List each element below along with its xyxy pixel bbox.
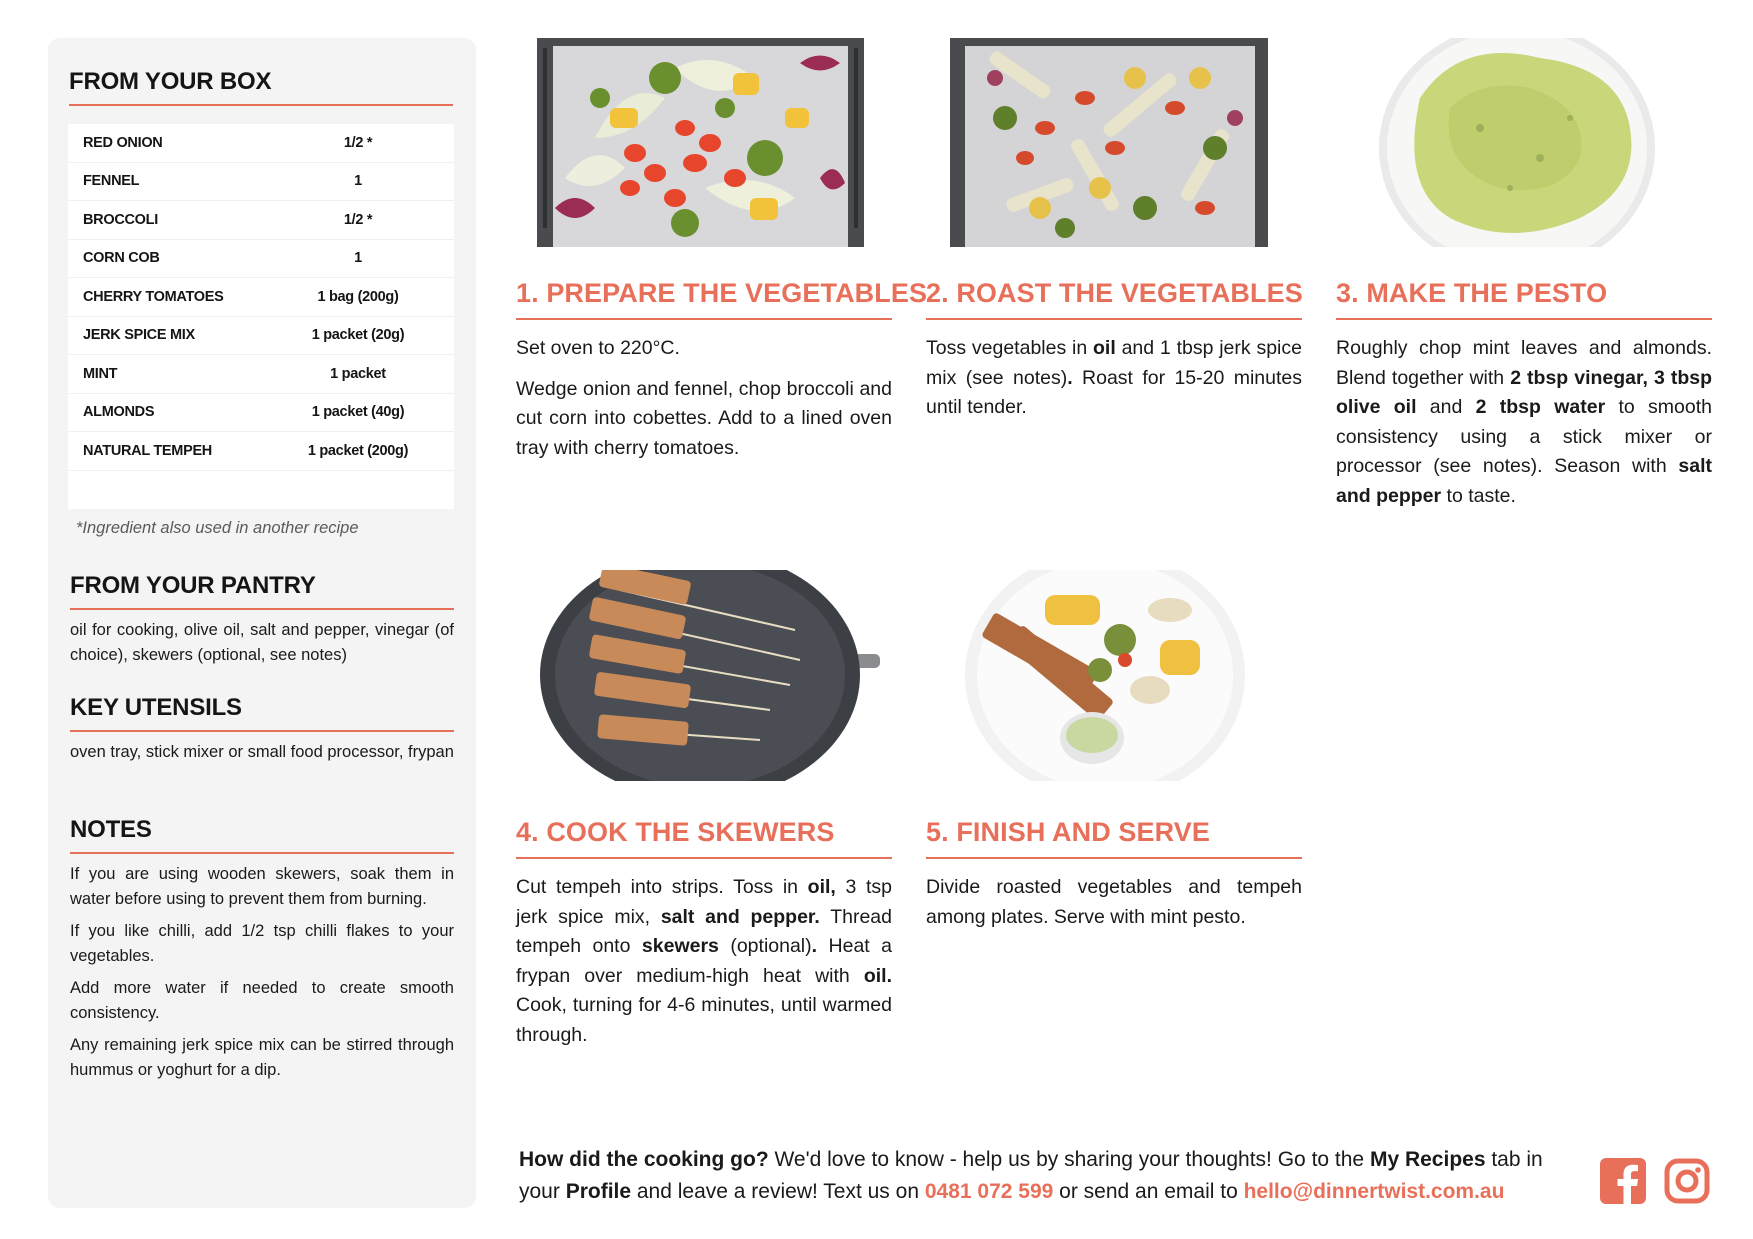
ingredient-qty: 1 — [354, 173, 362, 190]
ingredient-row — [68, 124, 454, 163]
footer-text: tab in your — [519, 1148, 1543, 1203]
step-text: Divide roasted vegetables and tempeh among plates. Serve with mint pesto. — [926, 876, 1302, 928]
step-text: and — [1416, 396, 1476, 418]
email-link[interactable]: hello@dinnertwist.com.au — [1243, 1180, 1505, 1203]
ingredient-row — [68, 355, 454, 394]
step-text: and 1 tbsp jerk spice mix (see notes) — [926, 337, 1302, 389]
step-text: Toss vegetables in — [926, 337, 1094, 359]
step-text: to taste. — [1441, 484, 1516, 507]
ingredient-name: MINT — [83, 365, 118, 382]
ingredient-qty: 1/2 * — [343, 134, 373, 151]
note-item: Add more water if needed to create smooth consistency. — [70, 979, 454, 1022]
step-text-bold: salt and pepper. — [660, 905, 820, 928]
ingredient-row — [68, 240, 454, 279]
step-text: (optional) — [718, 935, 812, 957]
step-4-heading: 4. COOK THE SKEWERS — [516, 817, 892, 859]
ingredient-qty: 1 packet (20g) — [311, 327, 405, 344]
ingredient-row — [68, 432, 454, 471]
facebook-icon[interactable] — [1600, 1158, 1646, 1204]
step-text: Thread tempeh onto — [516, 905, 892, 957]
step-1-heading: 1. PREPARE THE VEGETABLES — [516, 278, 892, 320]
step-3-heading: 3. MAKE THE PESTO — [1336, 278, 1712, 320]
note-item: If you are using wooden skewers, soak them in water before using to prevent them from burning. — [70, 865, 454, 908]
step-4-photo — [540, 570, 880, 781]
key-utensils-heading: KEY UTENSILS — [70, 694, 454, 732]
ingredient-footnote: *Ingredient also used in another recipe — [76, 519, 359, 537]
ingredient-qty: 1 bag (200g) — [317, 288, 399, 305]
feedback-question: How did the cooking go? — [519, 1148, 769, 1171]
step-paragraph — [516, 873, 892, 1050]
utensils-text: oven tray, stick mixer or small food processor, frypan — [70, 743, 454, 761]
step-2-heading: 2. ROAST THE VEGETABLES — [926, 278, 1302, 320]
ingredient-name: FENNEL — [83, 173, 140, 190]
ingredient-row — [68, 394, 454, 433]
step-3-text — [1336, 334, 1712, 511]
step-text: to smooth consistency using a stick mixer or processor (see notes). Season with — [1336, 396, 1712, 477]
ingredient-row-empty — [68, 471, 454, 509]
step-text-bold: 2 tbsp water — [1475, 396, 1606, 418]
step-text: 3 tsp jerk spice mix, — [516, 876, 892, 928]
step-text: Set oven to 220°C. — [516, 337, 680, 359]
ingredient-row — [68, 201, 454, 240]
step-1-photo — [535, 38, 866, 247]
pantry-text: oil for cooking, olive oil, salt and pepper, vinegar (of choice), skewers (optional, see notes) — [70, 621, 454, 664]
step-text-bold: skewers — [641, 935, 719, 957]
step-5-photo — [960, 570, 1250, 781]
step-text-bold: . — [1067, 366, 1073, 389]
step-text: Cut tempeh into strips. Toss in — [516, 876, 808, 898]
ingredient-name: NATURAL TEMPEH — [83, 442, 212, 459]
step-text-bold: oil, — [807, 876, 836, 898]
ingredient-qty: 1/2 * — [343, 211, 373, 228]
my-recipes-label: My Recipes — [1369, 1148, 1486, 1171]
ingredient-name: RED ONION — [83, 134, 163, 151]
ingredient-qty: 1 packet (200g) — [307, 442, 409, 459]
ingredient-row — [68, 317, 454, 356]
step-paragraph — [926, 873, 1302, 932]
ingredient-qty: 1 packet (40g) — [311, 404, 405, 421]
step-2-text — [926, 334, 1302, 423]
footer-text: or send an email to — [1053, 1180, 1244, 1203]
from-your-pantry-heading: FROM YOUR PANTRY — [70, 572, 454, 610]
ingredient-name: CORN COB — [83, 250, 160, 267]
ingredient-row — [68, 163, 454, 202]
instagram-icon[interactable] — [1664, 1158, 1710, 1204]
note-item: Any remaining jerk spice mix can be stirred through hummus or yoghurt for a dip. — [70, 1036, 454, 1079]
step-3-photo — [1360, 38, 1660, 247]
step-text-bold: oil — [1093, 337, 1116, 359]
ingredient-name: CHERRY TOMATOES — [83, 288, 224, 305]
step-text-bold: salt and pepper — [1336, 455, 1712, 507]
ingredient-name: JERK SPICE MIX — [83, 327, 195, 344]
step-paragraph — [516, 375, 892, 464]
step-5-heading: 5. FINISH AND SERVE — [926, 817, 1302, 859]
step-text: Roast for 15-20 minutes until tender. — [926, 366, 1302, 418]
step-text: Cook, turning for 4-6 minutes, until warmed through. — [516, 994, 892, 1046]
step-paragraph — [1336, 334, 1712, 511]
step-text-bold: 2 tbsp vinegar, 3 tbsp olive oil — [1336, 366, 1713, 418]
step-5-text — [926, 873, 1302, 932]
ingredient-name: BROCCOLI — [83, 211, 158, 228]
step-paragraph — [516, 334, 892, 364]
step-4-text — [516, 873, 892, 1050]
profile-label: Profile — [565, 1180, 632, 1203]
notes-list — [70, 862, 454, 1083]
ingredients-sidebar — [48, 38, 476, 1208]
step-text: Heat a frypan over medium-high heat with — [516, 935, 892, 987]
from-your-box-heading: FROM YOUR BOX — [69, 68, 453, 106]
step-paragraph — [926, 334, 1302, 423]
ingredients-table — [68, 124, 454, 509]
ingredient-qty: 1 — [354, 250, 362, 267]
ingredient-qty: 1 packet — [330, 365, 386, 382]
step-text: Wedge onion and fennel, chop broccoli and cut corn into cobettes. Add to a lined oven tray with cherry tomatoes. — [516, 377, 892, 459]
phone-link[interactable]: 0481 072 599 — [924, 1180, 1054, 1203]
step-text-bold: . — [811, 935, 818, 957]
footer-text: and leave a review! Text us on — [631, 1180, 925, 1203]
footer-text: We'd love to know - help us by sharing your thoughts! Go to the — [768, 1148, 1370, 1171]
notes-heading: NOTES — [70, 816, 454, 854]
step-text: Roughly chop mint leaves and almonds. Blend together with — [1336, 337, 1712, 389]
step-text-bold: oil. — [863, 964, 892, 987]
ingredient-name: ALMONDS — [83, 404, 155, 421]
step-1-text — [516, 334, 892, 463]
feedback-footer — [519, 1144, 1579, 1208]
ingredient-row — [68, 278, 454, 317]
note-item: If you like chilli, add 1/2 tsp chilli flakes to your vegetables. — [70, 922, 454, 965]
step-2-photo — [945, 38, 1280, 247]
